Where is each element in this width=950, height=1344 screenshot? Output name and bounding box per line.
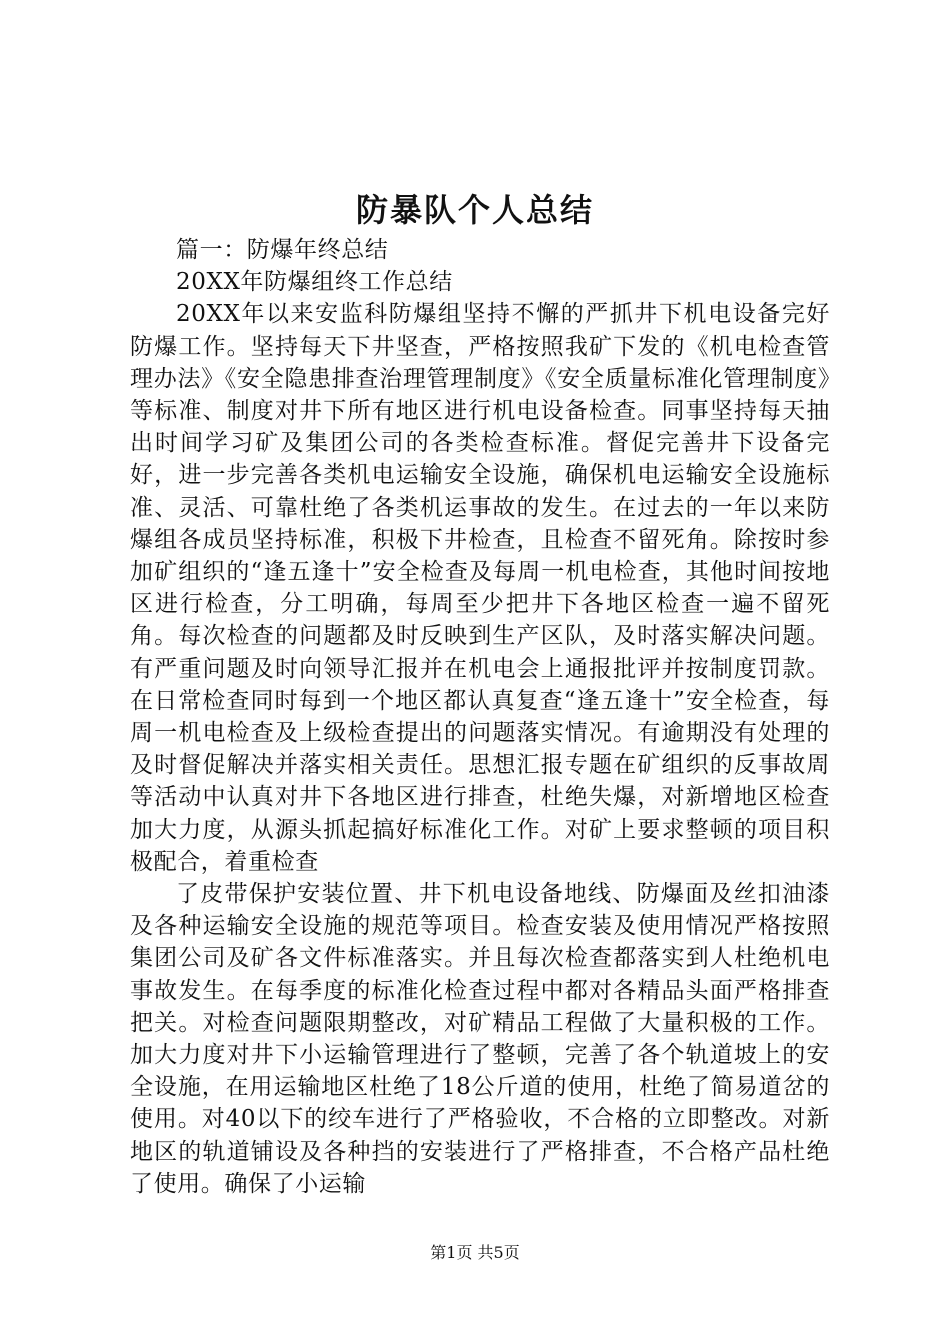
document-body [130, 234, 830, 1200]
page-footer: 第1页 共5页 [430, 1243, 520, 1262]
body-paragraph-1: 20XX年以来安监科防爆组坚持不懈的严抓井下机电设备完好防爆工作。坚持每天下井坚查，严格按照我矿下发的《机电检查管理办法》《安全隐患排查治理管理制度》《安全质量标准化管理制度》等标准、制度对井下所有地区进行机电设备检查。同事坚持每天抽出时间学习矿及集团公司的各类检查标准。督促完善井下设备完好，进一步完善各类机电运输安全设施，确保机电运输安全设施标准、灵活、可靠杜绝了各类机运事故的发生。在过去的一年以来防爆组各成员坚持标准，积极下井检查，且检查不留死角。除按时参加矿组织的“逢五逢十”安全检查及每周一机电检查，其他时间按地区进行检查，分工明确，每周至少把井下各地区检查一遍不留死角。每次检查的问题都及时反映到生产区队，及时落实解决问题。有严重问题及时向领导汇报并在机电会上通报批评并按制度罚款。在日常检查同时每到一个地区都认真复查“逢五逢十”安全检查，每周一机电检查及上级检查提出的问题落实情况。有逾期没有处理的及时督促解决并落实相关责任。思想汇报专题在矿组织的反事故周等活动中认真对井下各地区进行排查，杜绝失爆，对新增地区检查加大力度，从源头抓起搞好标准化工作。对矿上要求整顿的项目积极配合，着重检查 [130, 301, 830, 875]
section-heading: 篇一：防爆年终总结 [176, 237, 389, 263]
report-heading: 20XX年防爆组终工作总结 [176, 269, 453, 296]
document-title: 防暴队个人总结 [355, 191, 594, 229]
body-paragraph-2: 了皮带保护安装位置、井下机电设备地线、防爆面及丝扣油漆及各种运输安全设施的规范等项目。检查安装及使用情况严格按照集团公司及矿各文件标准落实。并且每次检查都落实到人杜绝机电事故发生。在每季度的标准化检查过程中都对各精品头面严格排查把关。对检查问题限期整改，对矿精品工程做了大量积极的工作。加大力度对井下小运输管理进行了整顿，完善了各个轨道坡上的安全设施，在用运输地区杜绝了18公斤道的使用，杜绝了简易道岔的使用。对40以下的绞车进行了严格验收，不合格的立即整改。对新地区的轨道铺设及各种挡的安装进行了严格排查，不合格产品杜绝了使用。确保了小运输 [130, 881, 830, 1197]
